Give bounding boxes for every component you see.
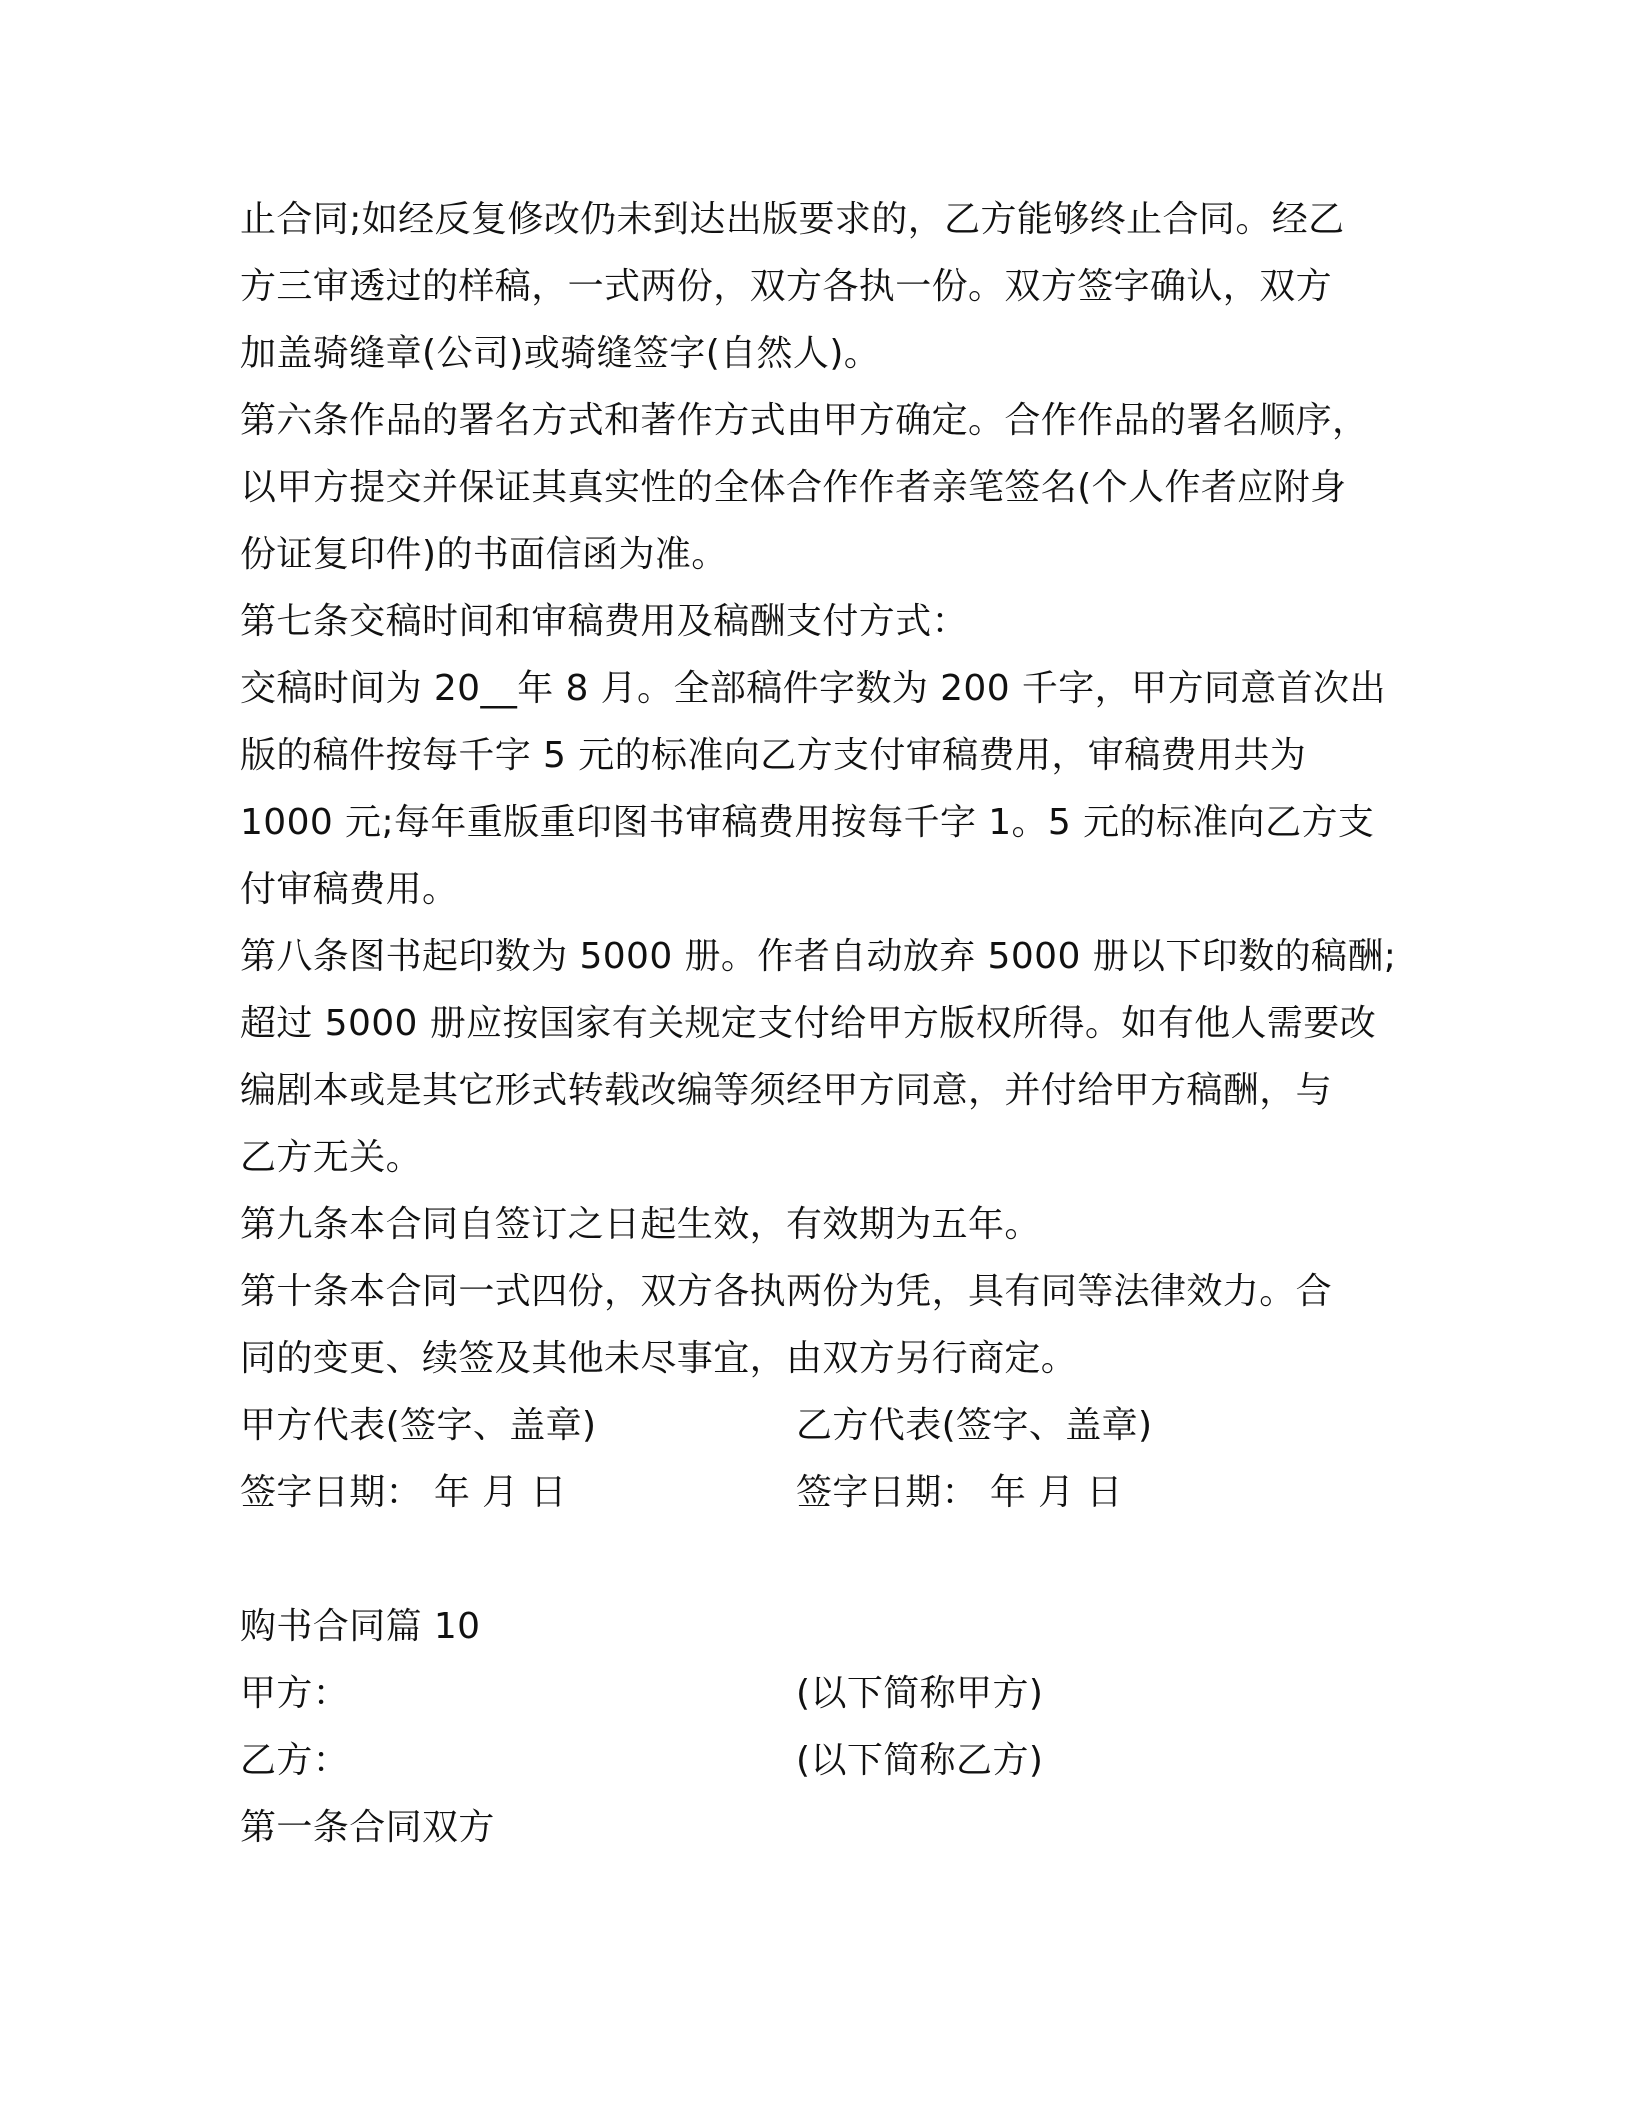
text-line: 第九条本合同自签订之日起生效，有效期为五年。	[240, 1204, 1041, 1245]
party-a-label: 甲方：	[240, 1673, 350, 1714]
party-b-abbrev: (以下简称乙方)	[796, 1740, 1044, 1781]
document-page	[240, 186, 1410, 1861]
clause-heading: 第一条合同双方	[240, 1807, 495, 1848]
section-title: 购书合同篇 10	[240, 1606, 481, 1647]
text-line: 第七条交稿时间和审稿费用及稿酬支付方式：	[240, 601, 969, 642]
text-line: 版的稿件按每千字 5 元的标准向乙方支付审稿费用，审稿费用共为	[240, 735, 1307, 776]
blank-line	[240, 1526, 1410, 1593]
party-a-sign-date: 签字日期： 年 月 日	[240, 1472, 567, 1513]
party-a-abbrev: (以下简称甲方)	[796, 1673, 1044, 1714]
text-line: 份证复印件)的书面信函为准。	[240, 534, 728, 575]
party-row	[240, 1727, 1410, 1794]
text-line: 第六条作品的署名方式和著作方式由甲方确定。合作作品的署名顺序，	[240, 400, 1369, 441]
text-line: 第八条图书起印数为 5000 册。作者自动放弃 5000 册以下印数的稿酬;	[240, 936, 1397, 977]
sign-date-row	[240, 1459, 1410, 1526]
text-line: 方三审透过的样稿，一式两份，双方各执一份。双方签字确认，双方	[240, 266, 1333, 307]
text-line: 止合同;如经反复修改仍未到达出版要求的，乙方能够终止合同。经乙	[240, 199, 1345, 240]
text-line: 编剧本或是其它形式转载改编等须经甲方同意，并付给甲方稿酬，与	[240, 1070, 1333, 1111]
party-b-signature: 乙方代表(签字、盖章)	[796, 1405, 1153, 1446]
text-line: 同的变更、续签及其他未尽事宜，由双方另行商定。	[240, 1338, 1078, 1379]
text-line: 付审稿费用。	[240, 869, 459, 910]
party-b-label: 乙方：	[240, 1740, 350, 1781]
party-row	[240, 1660, 1410, 1727]
text-line: 加盖骑缝章(公司)或骑缝签字(自然人)。	[240, 333, 881, 374]
signature-row	[240, 1392, 1410, 1459]
text-line: 超过 5000 册应按国家有关规定支付给甲方版权所得。如有他人需要改	[240, 1003, 1377, 1044]
party-b-sign-date: 签字日期： 年 月 日	[796, 1472, 1123, 1513]
text-line: 1000 元;每年重版重印图书审稿费用按每千字 1。5 元的标准向乙方支	[240, 802, 1375, 843]
text-line: 乙方无关。	[240, 1137, 423, 1178]
party-a-signature: 甲方代表(签字、盖章)	[240, 1405, 597, 1446]
text-line: 交稿时间为 20__年 8 月。全部稿件字数为 200 千字，甲方同意首次出	[240, 668, 1386, 709]
text-line: 以甲方提交并保证其真实性的全体合作作者亲笔签名(个人作者应附身	[240, 467, 1347, 508]
text-line: 第十条本合同一式四份，双方各执两份为凭，具有同等法律效力。合	[240, 1271, 1333, 1312]
